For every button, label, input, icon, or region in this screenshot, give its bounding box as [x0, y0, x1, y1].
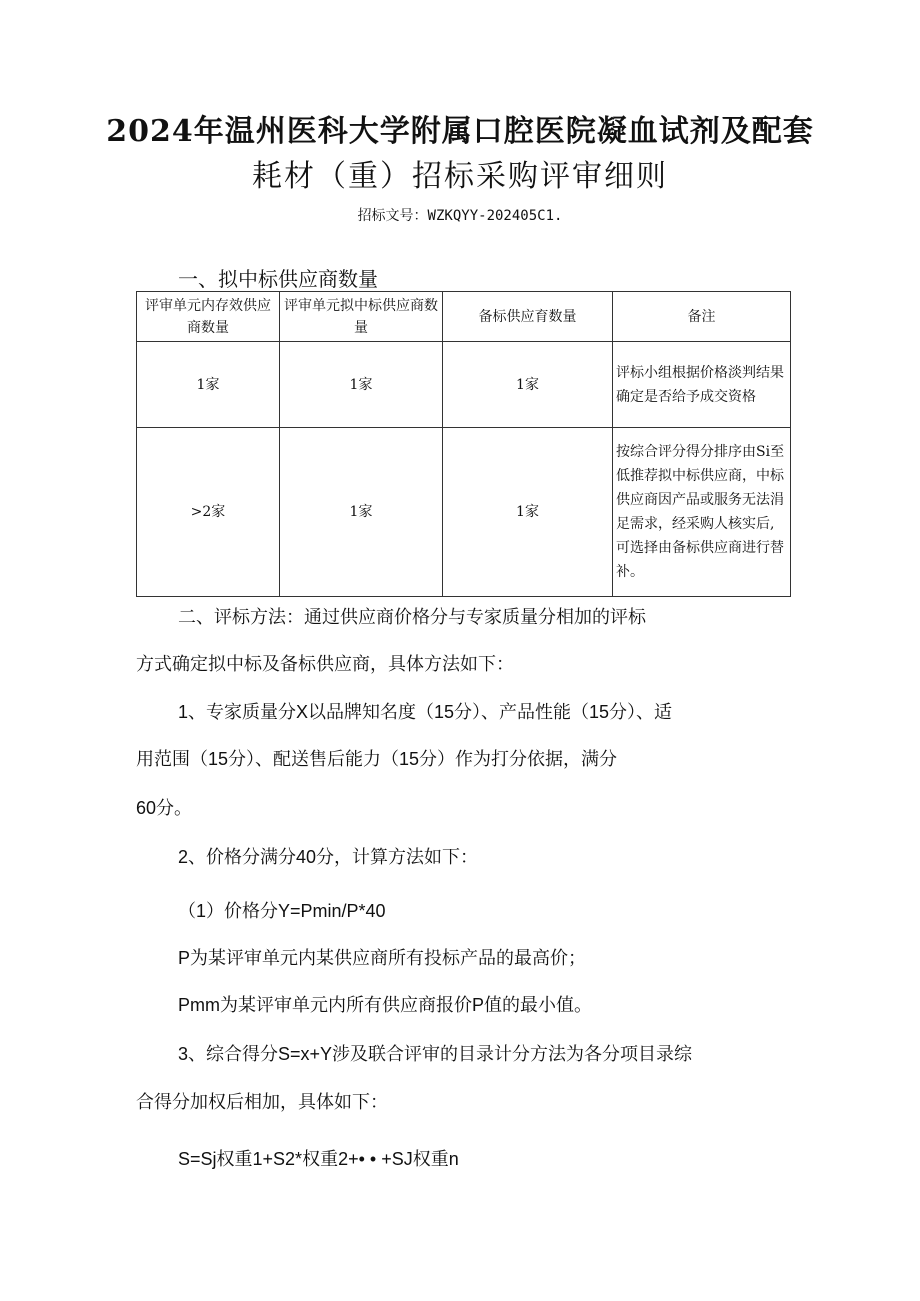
document-title-line1: 2024年温州医科大学附属口腔医院凝血试剂及配套: [106, 114, 814, 149]
table-cell: 1家: [280, 428, 443, 597]
section1-heading: 一、拟中标供应商数量: [178, 267, 378, 291]
pmin-definition: Pmm为某评审单元内所有供应商报价P值的最小值。: [178, 995, 592, 1015]
p-definition: P为某评审单元内某供应商所有投标产品的最高价；: [178, 948, 587, 968]
table-header-row: [137, 292, 791, 342]
item2: 2、价格分满分40分，计算方法如下：: [178, 847, 479, 867]
item1-line1: 1、专家质量分X以品牌知名度（15分）、产品性能（15分）、适: [178, 702, 673, 722]
table-header-cell: 备标供应育数量: [443, 292, 613, 342]
section2-intro-line2: 方式确定拟中标及备标供应商，具体方法如下：: [136, 654, 514, 675]
formula-price-score: （1）价格分Y=Pmin/P*40: [178, 901, 386, 921]
doc-number: 招标文号：WZKQYY-202405C1.: [357, 208, 563, 224]
table-header-cell: 评审单元内存效供应商数量: [137, 292, 280, 342]
table-cell: 1家: [443, 342, 613, 428]
item3-line1: 3、综合得分S=x+Y涉及联合评审的目录计分方法为各分项目录综: [178, 1044, 693, 1064]
table-header-cell: 评审单元拟中标供应商数量: [280, 292, 443, 342]
supplier-count-table: [136, 291, 791, 597]
document-title-line2: 耗材（重）招标采购评审细则: [252, 159, 668, 194]
table-cell: >2家: [137, 428, 280, 597]
item1-line3: 60分。: [136, 798, 193, 818]
formula-weighted-sum: S=Sj权重1+S2*权重2+• • +SJ权重n: [178, 1149, 459, 1169]
item3-line2: 合得分加权后相加，具体如下：: [136, 1092, 388, 1112]
table-header-cell: 备注: [613, 292, 791, 342]
section2-intro-line1: 二、评标方法：通过供应商价格分与专家质量分相加的评标: [178, 607, 646, 628]
table-cell: 1家: [443, 428, 613, 597]
table-cell: 1家: [137, 342, 280, 428]
table-cell-note: 评标小组根据价格淡判结果确定是否给予成交资格: [613, 342, 791, 428]
item1-line2: 用范围（15分）、配送售后能力（15分）作为打分依据，满分: [136, 749, 618, 769]
table-cell-note: 按综合评分得分排序由Si至低推荐拟中标供应商，中标供应商因产品或服务无法涓足需求，经采购人核实后,可选择由备标供应商进行替补。: [613, 428, 791, 597]
table-cell: 1家: [280, 342, 443, 428]
table-row: [137, 428, 791, 597]
table-row: [137, 342, 791, 428]
